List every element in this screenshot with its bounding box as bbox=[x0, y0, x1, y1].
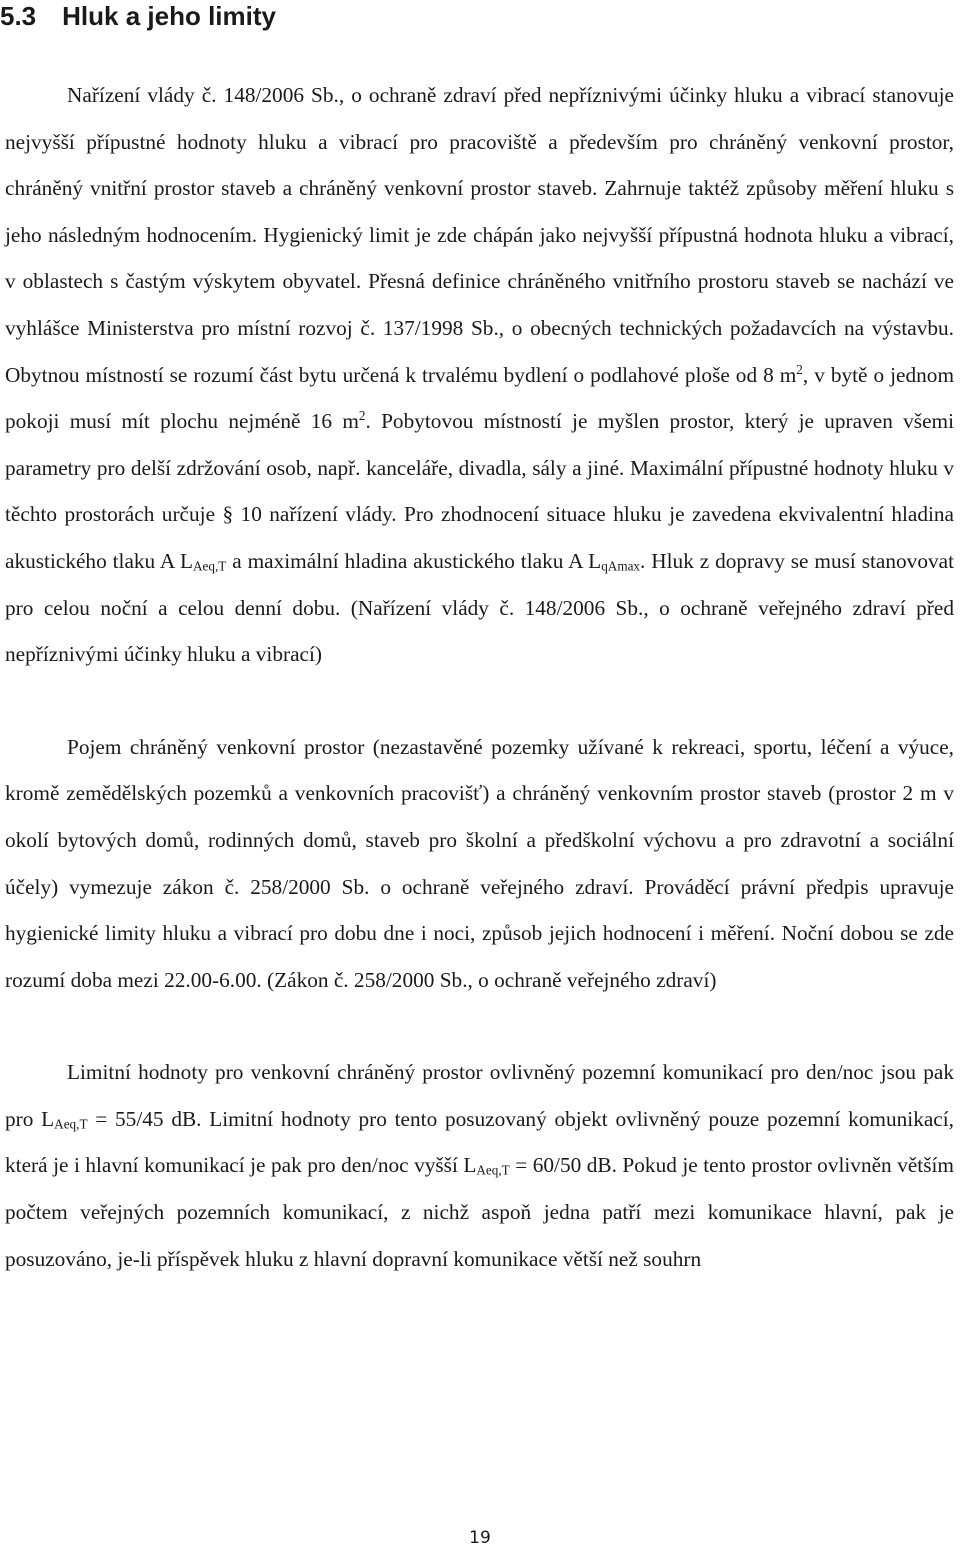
paragraph-spacer bbox=[5, 678, 954, 724]
superscript: 2 bbox=[358, 408, 366, 424]
paragraph-protected-area bbox=[5, 724, 954, 1004]
subscript: Aeq,T bbox=[54, 1116, 88, 1132]
paragraph-text: = 60/50 dB. Pokud je tento prostor ovlivněn větším počtem veřejných pozemních komunikací, z nichž aspoň jedna patří mezi komunikace hlavní, pak je posuzováno, je-li příspěvek hluku z hlavní dopravní komunikace větší než souhrn bbox=[5, 1153, 954, 1271]
section-title: Hluk a jeho limity bbox=[62, 1, 276, 31]
paragraph-text: Nařízení vlády č. 148/2006 Sb., o ochraně zdraví před nepříznivými účinky hluku a vibrací stanovuje nejvyšší přípustné hodnoty hluku a vibrací pro pracoviště a především pro chráněný venkovní prostor, chráněný vnitřní prostor staveb a chráněný venkovní prostor staveb. Zahrnuje taktéž způsoby měření hluku s jeho následným hodnocením. Hygienický limit je zde chápán jako nejvyšší přípustná hodnota hluku a vibrací, v oblastech s častým výskytem obyvatel. Přesná definice chráněného vnitřního prostoru staveb se nachází ve vyhlášce Ministerstva pro místní rozvoj č. 137/1998 Sb., o obecných technických požadavcích na výstavbu. Obytnou místností se rozumí část bytu určená k trvalému bydlení o podlahové ploše od 8 m bbox=[5, 83, 954, 387]
paragraph-text: = 55/45 dB. Limitní hodnoty pro tento posuzovaný objekt ovlivněný pouze pozemní komunikací, která je i hlavní komunikací je pak pro den/noc vyšší L bbox=[5, 1106, 954, 1178]
superscript: 2 bbox=[796, 361, 803, 377]
subscript: Aeq,T bbox=[193, 558, 227, 574]
paragraph-text: Pojem chráněný venkovní prostor (nezastavěné pozemky užívané k rekreaci, sportu, léčení a výuce, kromě zemědělských pozemků a venkovních pracovišť) a chráněný venkovním prostor staveb (prostor 2 m v okolí bytových domů, rodinných domů, staveb pro školní a předškolní výchovu a pro zdravotní a sociální účely) vymezuje zákon č. 258/2000 Sb. o ochraně veřejného zdraví. Prováděcí právní předpis upravuje hygienické limity hluku a vibrací pro dobu dne i noci, způsob jejich hodnocení i měření. Noční dobou se zde rozumí doba mezi 22.00-6.00. (Zákon č. 258/2000 Sb., o ochraně veřejného zdraví) bbox=[5, 734, 954, 992]
paragraph-limit-values bbox=[5, 1049, 954, 1282]
section-number: 5.3 bbox=[0, 1, 37, 31]
paragraph-text: a maximální hladina akustického tlaku A L bbox=[226, 548, 602, 573]
subscript: qAmax bbox=[601, 558, 641, 574]
paragraph-text: . Hluk z dopravy se musí stanovovat pro celou noční a celou denní dobu. (Nařízení vlády č. 148/2006 Sb., o ochraně veřejného zdraví před nepříznivými účinky hluku a vibrací) bbox=[5, 548, 954, 667]
paragraph-text: . Pobytovou místností je myšlen prostor, který je upraven všemi parametry pro delší zdržování osob, např. kanceláře, divadla, sály a jiné. Maximální přípustné hodnoty hluku v těchto prostorách určuje § 10 nařízení vlády. Pro zhodnocení situace hluku je zavedena ekvivalentní hladina akustického tlaku A L bbox=[5, 409, 955, 573]
paragraph-noise-regulation bbox=[5, 72, 954, 678]
paragraph-text: Limitní hodnoty pro venkovní chráněný prostor ovlivněný pozemní komunikací pro den/noc jsou pak pro L bbox=[5, 1060, 954, 1131]
page-number: 19 bbox=[469, 1528, 491, 1548]
paragraph-text: , v bytě o jednom pokoji musí mít plochu nejméně 16 m bbox=[5, 362, 955, 434]
paragraph-spacer bbox=[5, 1003, 954, 1049]
section-heading bbox=[0, 0, 276, 32]
document-body bbox=[5, 72, 954, 1282]
subscript: Aeq,T bbox=[476, 1162, 510, 1178]
